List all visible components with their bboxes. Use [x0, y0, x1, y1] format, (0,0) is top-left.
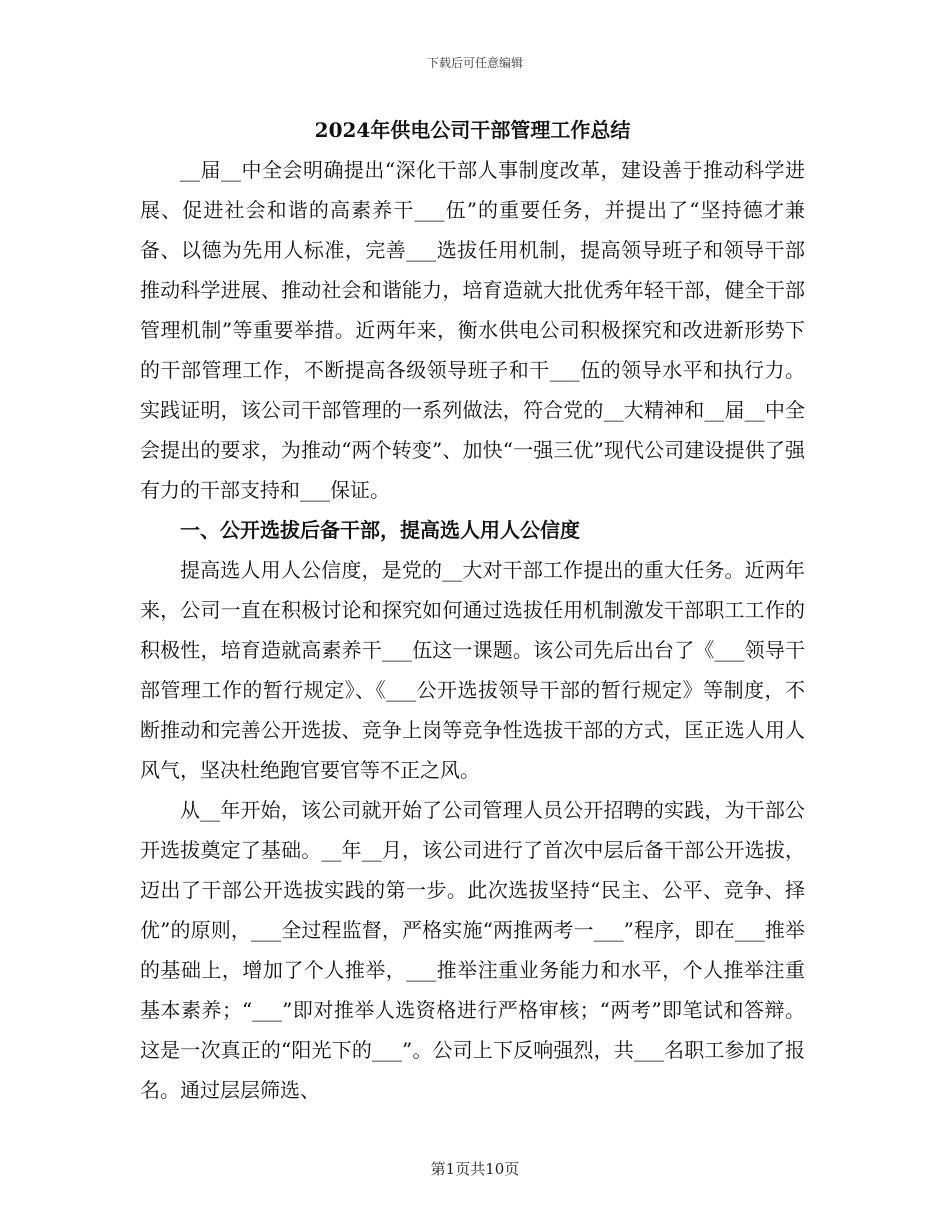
document-title: 2024年供电公司干部管理工作总结 [314, 118, 631, 142]
section-1-paragraph-1: 提高选人用人公信度，是党的__大对干部工作提出的重大任务。近两年来，公司一直在积极讨论和探究如何通过选拔任用机制激发干部职工工作的积极性，培育造就高素养干___伍这一课题。该公司先后出台了《___领导干部管理工作的暂行规定》、《___公开选拔领导干部的暂行规定》等制度，不断推动和完善公开选拔、竞争上岗等竞争性选拔干部的方式，匡正选人用人风气，坚决杜绝跑官要官等不正之风。 [140, 558, 805, 782]
page-number: 第1页共10页 [430, 1160, 520, 1178]
intro-paragraph: __届__中全会明确提出“深化干部人事制度改革，建设善于推动科学进展、促进社会和谐的高素养干___伍”的重要任务，并提出了“坚持德才兼备、以德为先用人标准，完善___选拔任用机制，提高领导班子和领导干部推动科学进展、推动社会和谐能力，培育造就大批优秀年轻干部，健全干部管理机制”等重要举措。近两年来，衡水供电公司积极探究和改进新形势下的干部管理工作，不断提高各级领导班子和干___伍的领导水平和执行力。实践证明，该公司干部管理的一系列做法，符合党的__大精神和__届__中全会提出的要求，为推动“两个转变”、加快“一强三优”现代公司建设提供了强有力的干部支持和___保证。 [140, 158, 805, 502]
document-body [140, 110, 805, 1110]
section-1-paragraph-2: 从__年开始，该公司就开始了公司管理人员公开招聘的实践，为干部公开选拔奠定了基础。__年__月，该公司进行了首次中层后备干部公开选拔，迈出了干部公开选拔实践的第一步。此次选拔坚持“民主、公平、竞争、择优”的原则，___全过程监督，严格实施“两推两考一___”程序，即在___推举的基础上，增加了个人推举，___推举注重业务能力和水平，个人推举注重基本素养；“___”即对推举人选资格进行严格审核；“两考”即笔试和答辩。这是一次真正的“阳光下的___”。公司上下反响强烈，共___名职工参加了报名。通过层层筛选、 [140, 798, 805, 1102]
section-heading-1: 一、公开选拔后备干部，提高选人用人公信度 [180, 518, 580, 542]
page-header-note: 下载后可任意编辑 [426, 56, 523, 70]
